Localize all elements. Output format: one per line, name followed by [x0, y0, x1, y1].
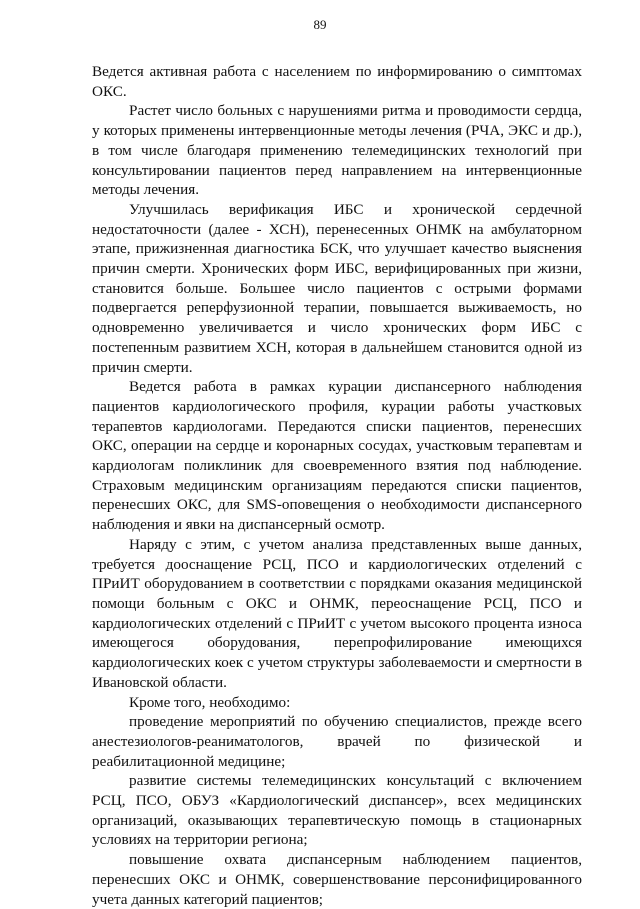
paragraph-diagnosis-improvement: Улучшилась верификация ИБС и хронической сердечной недостаточности (далее - ХСН), перенесенных ОНМК на амбулаторном этапе, прижизненная диагностика БСК, что улучшает качество выяснения причин смерти. Хронических форм ИБС, верифицированных при жизни, становится больше. Большее число пациентов с острыми формами подвергается реперфузионной терапии, повышается выживаемость, но одновременно увеличивается и число хронических форм ИБС с постепенным развитием ХСН, которая в дальнейшем становится одной из причин смерти. — [92, 200, 582, 376]
paragraph-arrhythmia-treatment: Растет число больных с нарушениями ритма и проводимости сердца, у которых применены интервенционные методы лечения (РЧА, ЭКС и др.), в том числе благодаря применению телемедицинских технологий при консультировании пациентов перед направлением на интервенционные методы лечения. — [92, 102, 582, 199]
paragraph-equipment-needs: Наряду с этим, с учетом анализа представленных выше данных, требуется дооснащение РСЦ, ПСО и кардиологических отделений с ПРиИТ оборудованием в соответствии с порядками оказания медицинской помощи больным с ОКС и ОНМК, переоснащение РСЦ, ПСО и кардиологических отделений с ПРиИТ с учетом высокого процента износа имеющегося оборудования, перепрофилирование имеющихся кардиологических коек с учетом структуры заболеваемости и смертности в Ивановской области. — [92, 535, 582, 691]
list-item-telemedicine: развитие системы телемедицинских консультаций с включением РСЦ, ПСО, ОБУЗ «Кардиологический диспансер», всех медицинских организаций, оказывающих терапевтическую помощь в стационарных условиях на территории региона; — [92, 772, 582, 849]
paragraph-also-required: Кроме того, необходимо: — [129, 693, 291, 711]
page-number: 89 — [313, 17, 327, 32]
list-item-staff-training: проведение мероприятий по обучению специалистов, прежде всего анестезиологов-реаниматологов, врачей по физической и реабилитационной медицине; — [92, 713, 582, 770]
paragraph-dispensary-curation: Ведется работа в рамках курации диспансерного наблюдения пациентов кардиологического профиля, курации работы участковых терапевтов кардиологами. Передаются списки пациентов, перенесших ОКС, операции на сердце и коронарных сосудах, участковым терапевтам и кардиологам поликлиник для своевременного взятия под наблюдение. Страховым медицинским организациям передаются списки пациентов, перенесших ОКС, для SMS-оповещения о необходимости диспансерного наблюдения и явки на диспансерный осмотр. — [92, 378, 582, 534]
list-item-dispensary-coverage: повышение охвата диспансерным наблюдением пациентов, перенесших ОКС и ОНМК, совершенствование персонифицированного учета данных категорий пациентов; — [92, 851, 582, 908]
paragraph-oks-awareness: Ведется активная работа с населением по информированию о симптомах ОКС. — [92, 63, 582, 100]
document-body — [92, 62, 582, 909]
